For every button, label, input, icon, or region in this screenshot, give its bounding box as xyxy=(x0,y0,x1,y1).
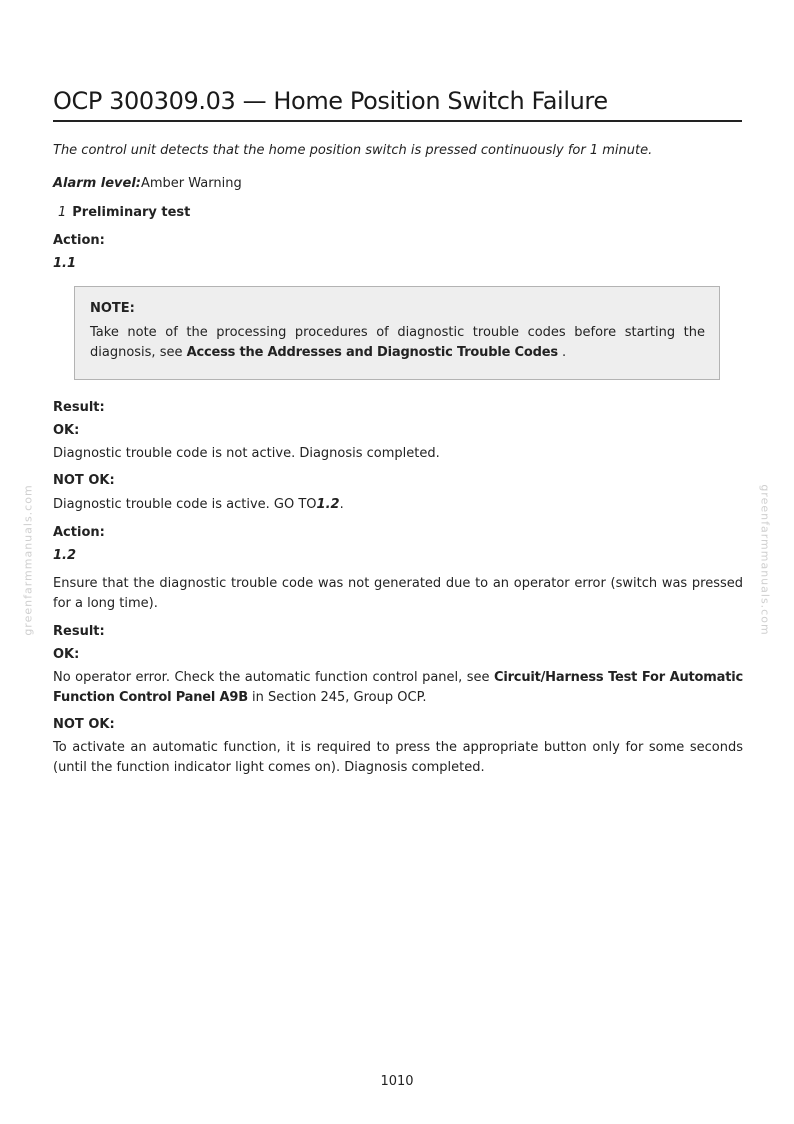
circuit-test-link[interactable]: Circuit/Harness Test For Automatic Function Control Panel A9B xyxy=(53,670,743,705)
sub-step-number-1: 1.1 xyxy=(53,256,77,271)
note-text: Take note of the processing procedures of diagnostic trouble codes before starting the diagnosis, see xyxy=(90,325,705,360)
action-label-2: Action: xyxy=(53,525,105,540)
notok-label-1: NOT OK: xyxy=(53,473,115,488)
action-label-1: Action: xyxy=(53,233,105,248)
ok-text-2-main: No operator error. Check the automatic function control panel, see xyxy=(53,670,494,685)
notok-text-1 xyxy=(53,495,344,515)
step-title: Preliminary test xyxy=(72,205,191,220)
watermark-left: greenfarmmanuals.com xyxy=(21,484,35,636)
ok-label-1: OK: xyxy=(53,423,80,438)
note-body xyxy=(90,323,705,363)
result-label-1: Result: xyxy=(53,400,105,415)
goto-link[interactable]: 1.2 xyxy=(316,497,340,512)
ok-text-2-after: in Section 245, Group OCP. xyxy=(247,690,427,705)
note-link[interactable]: Access the Addresses and Diagnostic Trouble Codes xyxy=(186,345,558,360)
intro-text: The control unit detects that the home position switch is pressed continuously for 1 minute. xyxy=(53,143,653,158)
alarm-level xyxy=(53,174,242,194)
ok-text-2 xyxy=(53,668,743,708)
step-number: 1 xyxy=(58,205,67,220)
result-label-2: Result: xyxy=(53,624,105,639)
notok-label-2: NOT OK: xyxy=(53,717,115,732)
step-heading xyxy=(58,203,190,223)
page-number: 1010 xyxy=(380,1074,414,1089)
notok-text-2: To activate an automatic function, it is required to press the appropriate button only for some seconds (until the function indicator light comes on). Diagnosis completed. xyxy=(53,740,743,775)
ok-text-1: Diagnostic trouble code is not active. Diagnosis completed. xyxy=(53,446,440,461)
alarm-level-label: Alarm level: xyxy=(53,176,141,191)
sub-step-number-2: 1.2 xyxy=(53,548,77,563)
alarm-level-value: Amber Warning xyxy=(141,176,242,191)
notok-text-1-after: . xyxy=(339,497,344,512)
note-box xyxy=(74,286,720,380)
action-text-2: Ensure that the diagnostic trouble code was not generated due to an operator error (switch was pressed for a long time). xyxy=(53,576,743,611)
note-label: NOTE: xyxy=(90,301,135,316)
watermark-right: greenfarmmanuals.com xyxy=(758,484,772,636)
ok-label-2: OK: xyxy=(53,647,80,662)
notok-text-1-main: Diagnostic trouble code is active. GO TO xyxy=(53,497,317,512)
note-after: . xyxy=(557,345,567,360)
page-title: OCP 300309.03 — Home Position Switch Failure xyxy=(53,86,742,122)
